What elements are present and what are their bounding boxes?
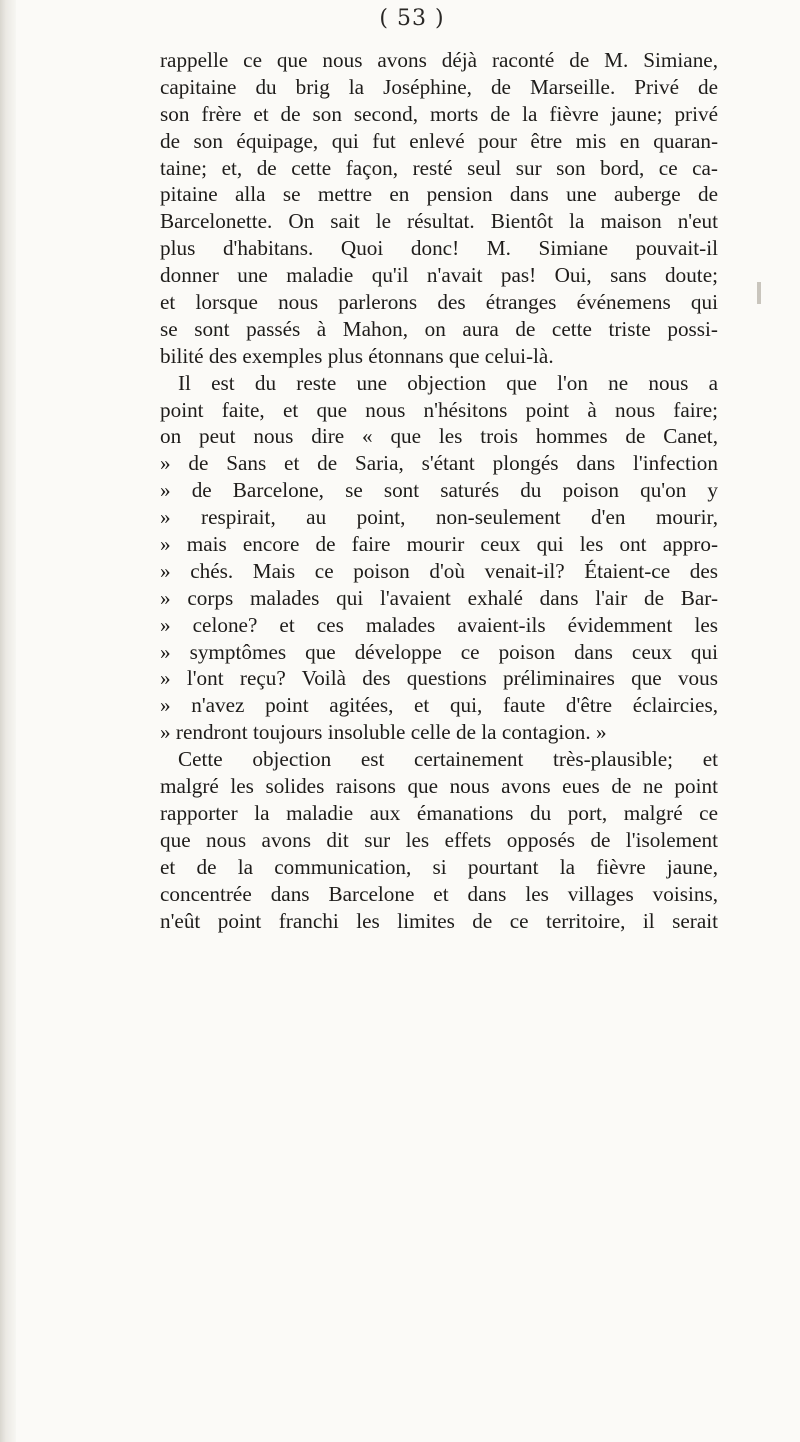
text-line: concentrée dans Barcelone et dans les villages voisins, <box>160 881 718 906</box>
quote-line: » celone? et ces malades avaient-ils évidemment les <box>160 612 718 637</box>
quote-line: » de Sans et de Saria, s'étant plongés dans l'infection <box>160 451 718 476</box>
page-number: ( 53 ) <box>379 6 445 31</box>
page-binding-edge <box>0 0 16 1442</box>
quote-line: » l'ont reçu? Voilà des questions préliminaires que vous <box>160 666 718 691</box>
text-line: rappelle ce que nous avons déjà raconté de M. Simiane, <box>160 48 718 72</box>
body-text <box>160 47 718 934</box>
text-line: que nous avons dit sur les effets opposés de l'isolement <box>160 827 718 852</box>
text-line: on peut nous dire « que les trois hommes de Canet, <box>160 424 718 449</box>
text-line: et lorsque nous parlerons des étranges événemens qui <box>160 290 718 315</box>
quote-line: » de Barcelone, se sont saturés du poison qu'on y <box>160 478 718 503</box>
text-line: son frère et de son second, morts de la fièvre jaune; privé <box>160 101 718 126</box>
quote-line: » respirait, au point, non-seulement d'en mourir, <box>160 505 718 530</box>
quote-line: » chés. Mais ce poison d'où venait-il? Étaient-ce des <box>160 558 718 583</box>
text-line: de son équipage, qui fut enlevé pour être mis en quaran- <box>160 128 718 153</box>
quote-line: » mais encore de faire mourir ceux qui les ont appro- <box>160 532 718 557</box>
text-line: taine; et, de cette façon, resté seul sur son bord, ce ca- <box>160 155 718 180</box>
text-line: pitaine alla se mettre en pension dans une auberge de <box>160 182 718 207</box>
text-line: bilité des exemples plus étonnans que celui-là. <box>160 343 554 368</box>
text-line: malgré les solides raisons que nous avons eues de ne point <box>160 774 718 799</box>
text-line: Barcelonette. On sait le résultat. Bientôt la maison n'eut <box>160 209 718 234</box>
text-line: rapporter la maladie aux émanations du port, malgré ce <box>160 800 718 825</box>
text-line: Cette objection est certainement très-plausible; et <box>178 747 718 772</box>
text-line: n'eût point franchi les limites de ce territoire, il serait <box>160 908 718 933</box>
text-line: capitaine du brig la Joséphine, de Marseille. Privé de <box>160 74 718 99</box>
margin-ink-mark <box>757 282 761 304</box>
text-line: se sont passés à Mahon, on aura de cette triste possi- <box>160 316 718 341</box>
text-line: donner une maladie qu'il n'avait pas! Oui, sans doute; <box>160 263 718 288</box>
quote-line: » n'avez point agitées, et qui, faute d'être éclaircies, <box>160 693 718 718</box>
text-line: point faite, et que nous n'hésitons point à nous faire; <box>160 397 718 422</box>
quote-line: » symptômes que développe ce poison dans ceux qui <box>160 639 718 664</box>
text-line: plus d'habitans. Quoi donc! M. Simiane pouvait-il <box>160 236 718 261</box>
quote-line: » corps malades qui l'avaient exhalé dans l'air de Bar- <box>160 585 718 610</box>
text-line: et de la communication, si pourtant la fièvre jaune, <box>160 854 718 879</box>
quote-line: » rendront toujours insoluble celle de la contagion. » <box>160 720 607 745</box>
text-line: Il est du reste une objection que l'on ne nous a <box>178 370 718 395</box>
